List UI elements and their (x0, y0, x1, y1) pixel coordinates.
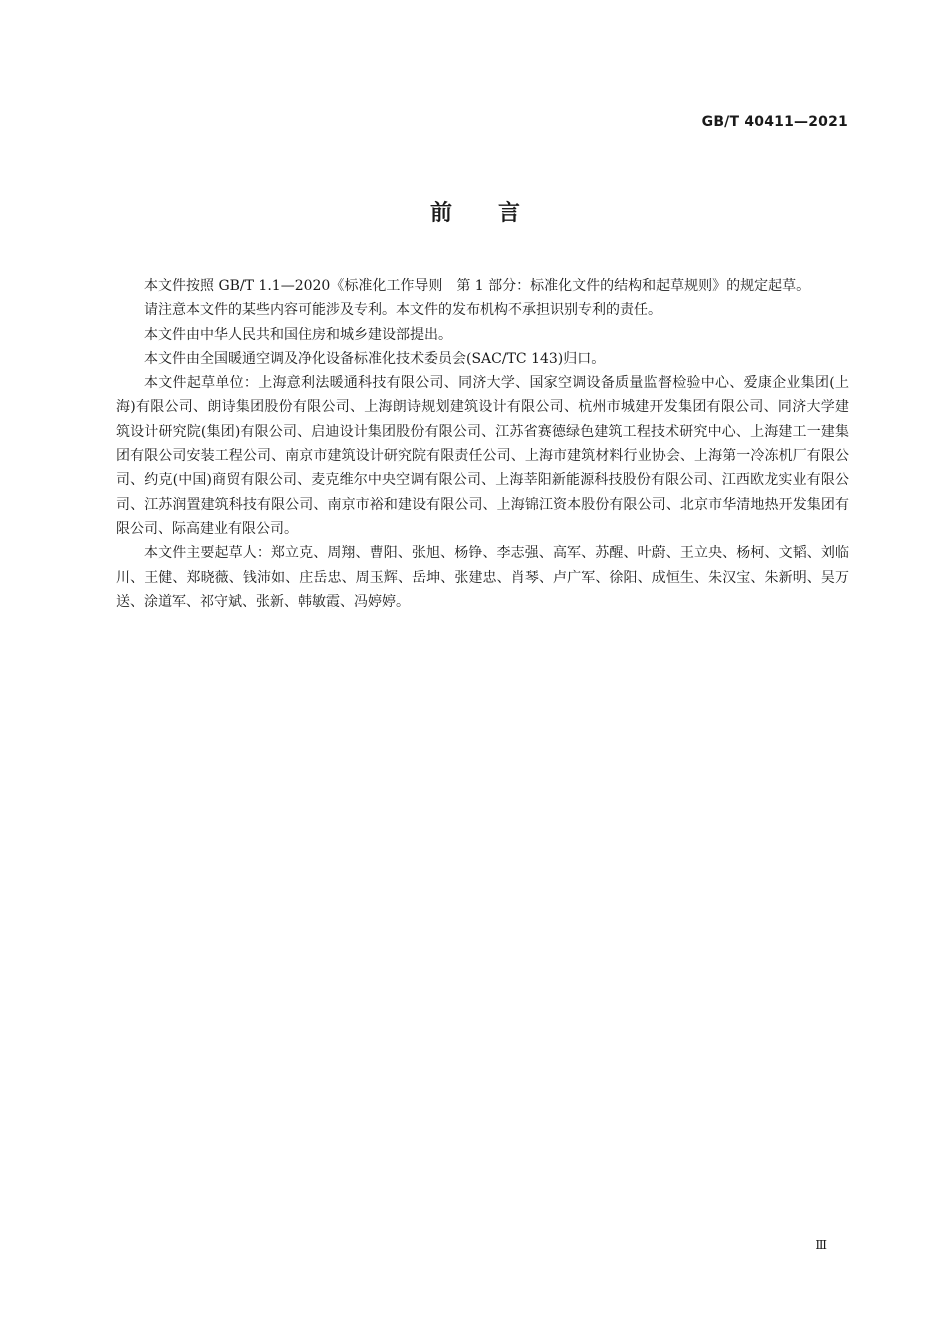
paragraph-drafting-rules: 本文件按照 GB/T 1.1—2020《标准化工作导则 第 1 部分：标准化文件的结构和起草规则》的规定起草。 (144, 278, 811, 294)
paragraph-patent-notice: 请注意本文件的某些内容可能涉及专利。本文件的发布机构不承担识别专利的责任。 (144, 302, 662, 319)
page-title: 前言 (429, 201, 566, 226)
paragraph-drafting-units: 本文件起草单位：上海意利法暖通科技有限公司、同济大学、国家空调设备质量监督检验中心、爱康企业集团(上海)有限公司、朗诗集团股份有限公司、上海朗诗规划建筑设计有限公司、杭州市城建开发集团有限公司、同济大学建筑设计研究院(集团)有限公司、启迪设计集团股份有限公司、江苏省赛德绿色建筑工程技术研究中心、上海建工一建集团有限公司安装工程公司、南京市建筑设计研究院有限责任公司、上海市建筑材料行业协会、上海第一冷冻机厂有限公司、约克(中国)商贸有限公司、麦克维尔中央空调有限公司、上海莘阳新能源科技股份有限公司、江西欧龙实业有限公司、江苏润置建筑科技有限公司、南京市裕和建设有限公司、上海锦江资本股份有限公司、北京市华清地热开发集团有限公司、际高建业有限公司。 (116, 375, 849, 537)
paragraph-committee: 本文件由全国暖通空调及净化设备标准化技术委员会(SAC/TC 143)归口。 (144, 350, 606, 367)
page-number: Ⅲ (815, 1238, 827, 1252)
paragraph-drafters: 本文件主要起草人：郑立克、周翔、曹阳、张旭、杨铮、李志强、高军、苏醒、叶蔚、王立央、杨柯、文韬、刘临川、王健、郑晓薇、钱沛如、庄岳忠、周玉辉、岳坤、张建忠、肖琴、卢广军、徐阳、成恒生、朱汉宝、朱新明、吴万送、涂道军、祁守斌、张新、韩敏霞、冯婷婷。 (116, 545, 849, 610)
foreword-body (116, 274, 849, 614)
standard-number: GB/T 40411—2021 (701, 114, 848, 130)
paragraph-proposer: 本文件由中华人民共和国住房和城乡建设部提出。 (144, 326, 452, 343)
